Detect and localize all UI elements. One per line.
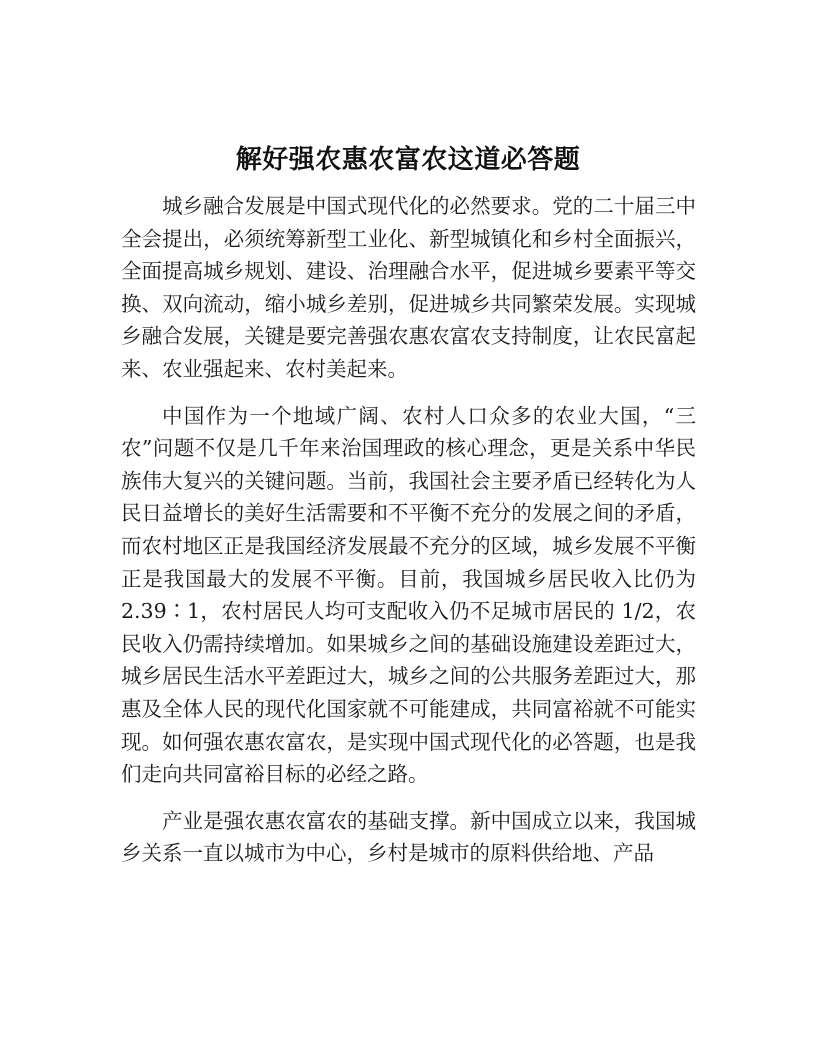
document-body xyxy=(121,190,696,884)
paragraph-2: 中国作为一个地域广阔、农村人口众多的农业大国，“三农”问题不仅是几千年来治国理政的核心理念，更是关系中华民族伟大复兴的关键问题。当前，我国社会主要矛盾已经转化为人民日益增长的美好生活需要和不平衡不充分的发展之间的矛盾，而农村地区正是我国经济发展最不充分的区域，城乡发展不平衡正是我国最大的发展不平衡。目前，我国城乡居民收入比仍为 2.39∶1，农村居民人均可支配收入仍不足城市居民的 1/2，农民收入仍需持续增加。如果城乡之间的基础设施建设差距过大，城乡居民生活水平差距过大，城乡之间的公共服务差距过大，那惠及全体人民的现代化国家就不可能建成，共同富裕就不可能实现。如何强农惠农富农，是实现中国式现代化的必答题，也是我们走向共同富裕目标的必经之路。 xyxy=(121,403,696,787)
paragraph-3: 产业是强农惠农富农的基础支撑。新中国成立以来，我国城乡关系一直以城市为中心，乡村是城市的原料供给地、产品 xyxy=(121,808,696,866)
paragraph-1: 城乡融合发展是中国式现代化的必然要求。党的二十届三中全会提出，必须统筹新型工业化、新型城镇化和乡村全面振兴，全面提高城乡规划、建设、治理融合水平，促进城乡要素平等交换、双向流动，缩小城乡差别，促进城乡共同繁荣发展。实现城乡融合发展，关键是要完善强农惠农富农支持制度，让农民富起来、农业强起来、农村美起来。 xyxy=(121,194,696,381)
document-title: 解好强农惠农富农这道必答题 xyxy=(235,145,581,175)
